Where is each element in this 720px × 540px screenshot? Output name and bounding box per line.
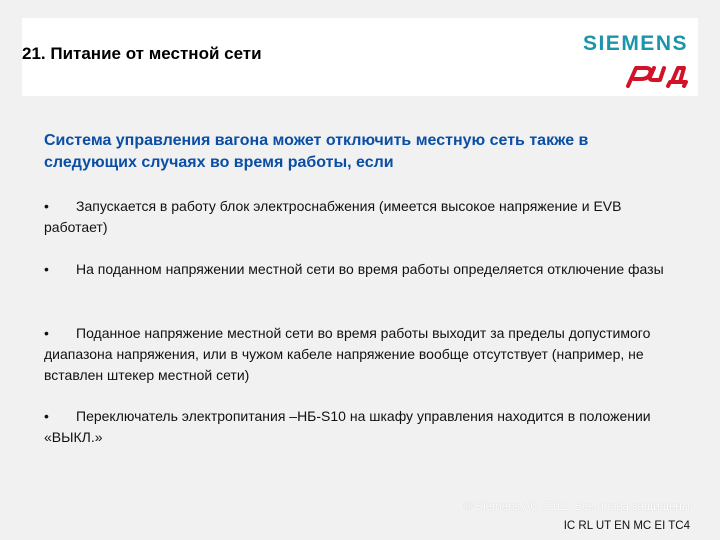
bullet-marker: • xyxy=(44,325,49,341)
intro-text: Система управления вагона может отключить местную сеть также в следующих случаях во время работы, если xyxy=(44,132,589,171)
bullet-text: Переключатель электропитания –НБ-S10 на шкафу управления находится в положении «ВЫКЛ.» xyxy=(44,408,651,445)
slide-title: 21. Питание от местной сети xyxy=(22,44,262,63)
siemens-logo: SIEMENS xyxy=(582,32,688,55)
bullet-text: Поданное напряжение местной сети во время работы выходит за пределы допустимого диапазона напряжения, или в чужом кабеле напряжение вообще отсутствует (например, не вставлен штекер местной сети) xyxy=(44,325,651,383)
bullet-item xyxy=(44,406,684,448)
bullet-text: Запускается в работу блок электроснабжения (имеется высокое напряжение и EVB работает) xyxy=(44,198,622,235)
rzd-logo-icon xyxy=(622,62,688,88)
footer xyxy=(464,498,690,536)
bullet-marker: • xyxy=(44,408,49,424)
bullet-item xyxy=(44,196,684,238)
bullet-text: На поданном напряжении местной сети во время работы определяется отключение фазы xyxy=(76,261,664,277)
bullet-marker: • xyxy=(44,261,49,277)
copyright-text: © Siemens AG 2012. Все права защищены xyxy=(463,501,690,513)
bullet-item xyxy=(44,323,684,386)
bullet-item xyxy=(44,259,684,280)
document-code: IC RL UT EN MC EI TC4 xyxy=(563,520,690,532)
bullet-marker: • xyxy=(44,198,49,214)
